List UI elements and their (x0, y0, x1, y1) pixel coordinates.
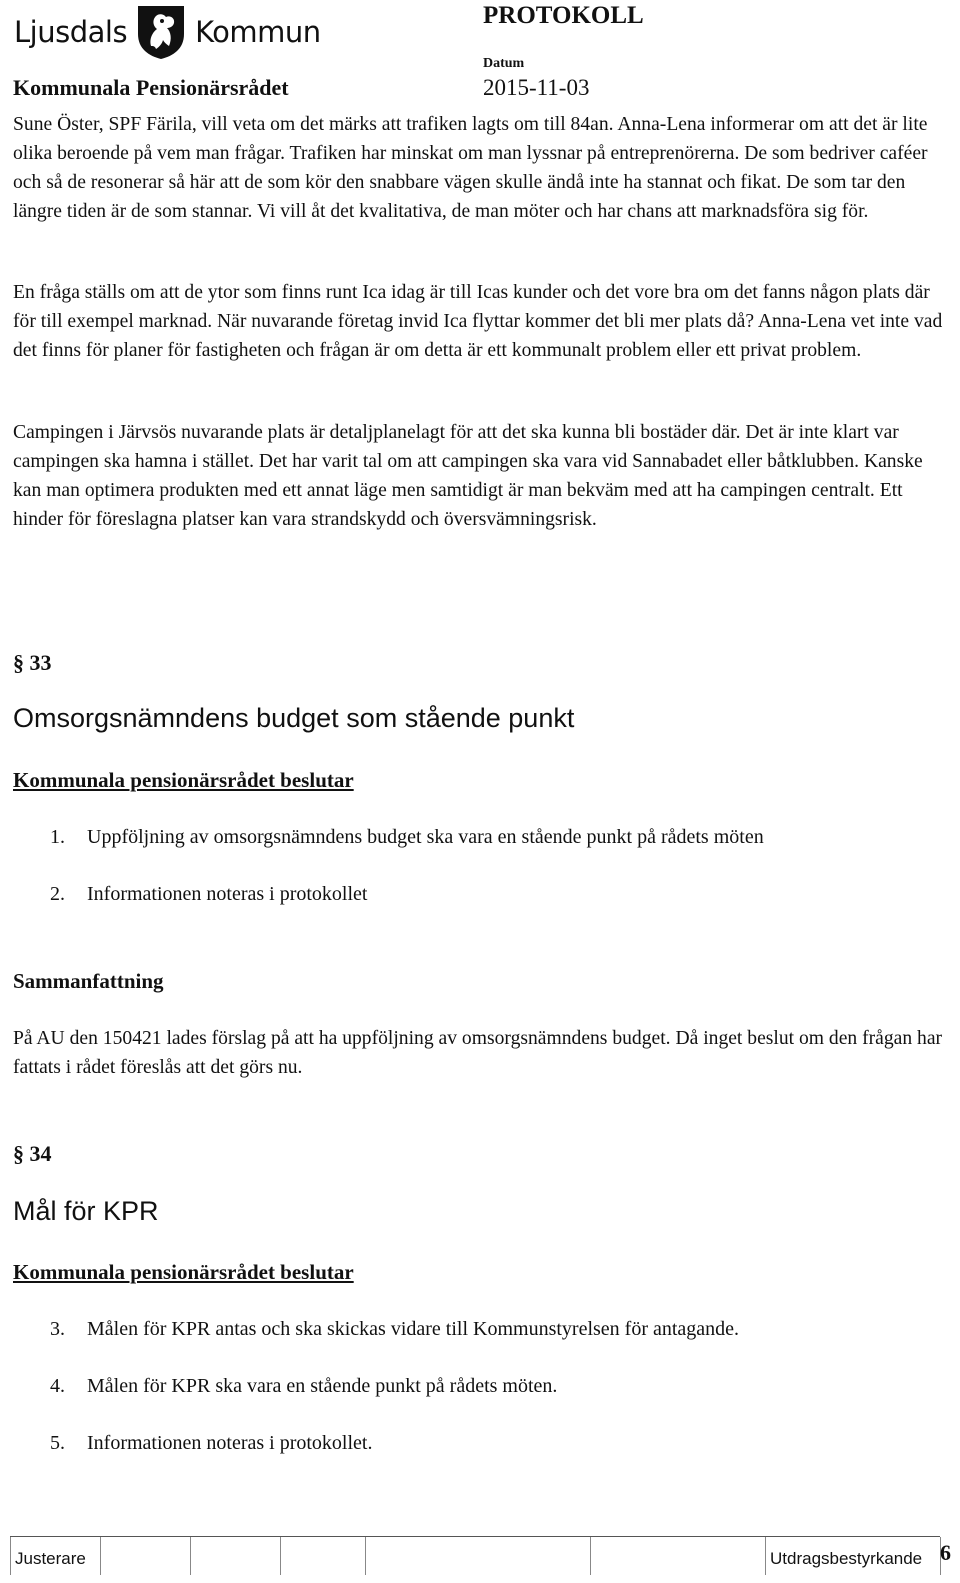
paragraph-camping: Campingen i Järvsös nuvarande plats är detaljplanelagt för att det ska kunna bli bostäder där. Det är inte klart var campingen ska hamna i stället. Det har varit tal om att campingen ska vara vid Sannabadet eller båtklubben. Kanske kan man optimera produkten med ett annat läge men samtidigt är man bekväm med att ha campingen centralt. Ett hinder för föreslagna platser kan vara strandskydd och översvämningsrisk. (13, 422, 923, 530)
footer-divider (190, 1537, 192, 1575)
footer-divider (280, 1537, 282, 1575)
list-item (50, 1375, 557, 1398)
list-item-text: Målen för KPR antas och ska skickas vidare till Kommunstyrelsen för antagande. (87, 1318, 740, 1340)
document-type-title: PROTOKOLL (483, 2, 644, 29)
section-title-33: Omsorgsnämndens budget som stående punkt (13, 703, 575, 733)
summary-heading: Sammanfattning (13, 969, 164, 993)
paragraph-ica: En fråga ställs om att de ytor som finns runt Ica idag är till Icas kunder och det vore bra om det fanns någon plats där för till exempel marknad. När nuvarande företag invid Ica flyttar kommer det bli mer plats då? Anna-Lena vet inte vad det finns för planer för fastigheten och frågan är om detta är ett kommunalt problem eller ett privat problem. (13, 282, 943, 361)
list-item (50, 826, 764, 849)
document-date: 2015-11-03 (483, 75, 590, 100)
list-item-number: 4. (50, 1375, 65, 1397)
coat-of-arms-icon (135, 4, 187, 60)
footer-divider (365, 1537, 367, 1575)
list-item (50, 1318, 739, 1341)
footer-cell-utdrag (765, 1537, 941, 1575)
decision-heading-33: Kommunala pensionärsrådet beslutar (13, 768, 354, 792)
section-number-33: § 33 (13, 650, 52, 675)
summary-paragraph: På AU den 150421 lades förslag på att ha uppföljning av omsorgsnämndens budget. Då inget beslut om den frågan har fattats i rådet föreslås att det görs nu. (13, 1028, 943, 1078)
section-number-34: § 34 (13, 1141, 52, 1166)
section-title-34: Mål för KPR (13, 1196, 159, 1226)
paragraph-traffic: Sune Öster, SPF Färila, vill veta om det märks att trafiken lagts om till 84an. Anna-Lena informerar om att det är lite olika beroende på vem man frågar. Trafiken har minskat om man lyssnar på entreprenörerna. De som bedriver caféer och så de resonerar så här att de som kör den snabbare vägen skulle ändå inte ha stannat och fikat. De som tar den längre tiden är de som stannar. Vi vill åt det kvalitativa, de man möter och har chans att marknadsföra sig för. (13, 114, 928, 222)
list-item-number: 1. (50, 826, 65, 848)
footer-divider (100, 1537, 102, 1575)
footer-signature-table (10, 1536, 940, 1575)
logo-word-right: Kommun (195, 15, 321, 49)
datum-label: Datum (483, 56, 525, 71)
utdragsbestyrkande-label: Utdragsbestyrkande (770, 1549, 923, 1568)
municipality-logo (14, 4, 321, 60)
list-item (50, 1432, 372, 1455)
list-item-text: Uppföljning av omsorgsnämndens budget ska vara en stående punkt på rådets möten (87, 826, 764, 848)
justerare-label: Justerare (15, 1549, 86, 1568)
list-item-number: 3. (50, 1318, 65, 1340)
logo-word-left: Ljusdals (14, 15, 128, 49)
organization-name: Kommunala Pensionärsrådet (13, 75, 289, 100)
page-number: 6 (940, 1540, 951, 1565)
list-item-text: Målen för KPR ska vara en stående punkt på rådets möten. (87, 1375, 558, 1397)
list-item-text: Informationen noteras i protokollet (87, 883, 368, 905)
footer-divider (590, 1537, 592, 1575)
list-item-number: 2. (50, 883, 65, 905)
decision-heading-34: Kommunala pensionärsrådet beslutar (13, 1260, 354, 1284)
list-item (50, 883, 367, 906)
list-item-number: 5. (50, 1432, 65, 1454)
list-item-text: Informationen noteras i protokollet. (87, 1432, 373, 1454)
